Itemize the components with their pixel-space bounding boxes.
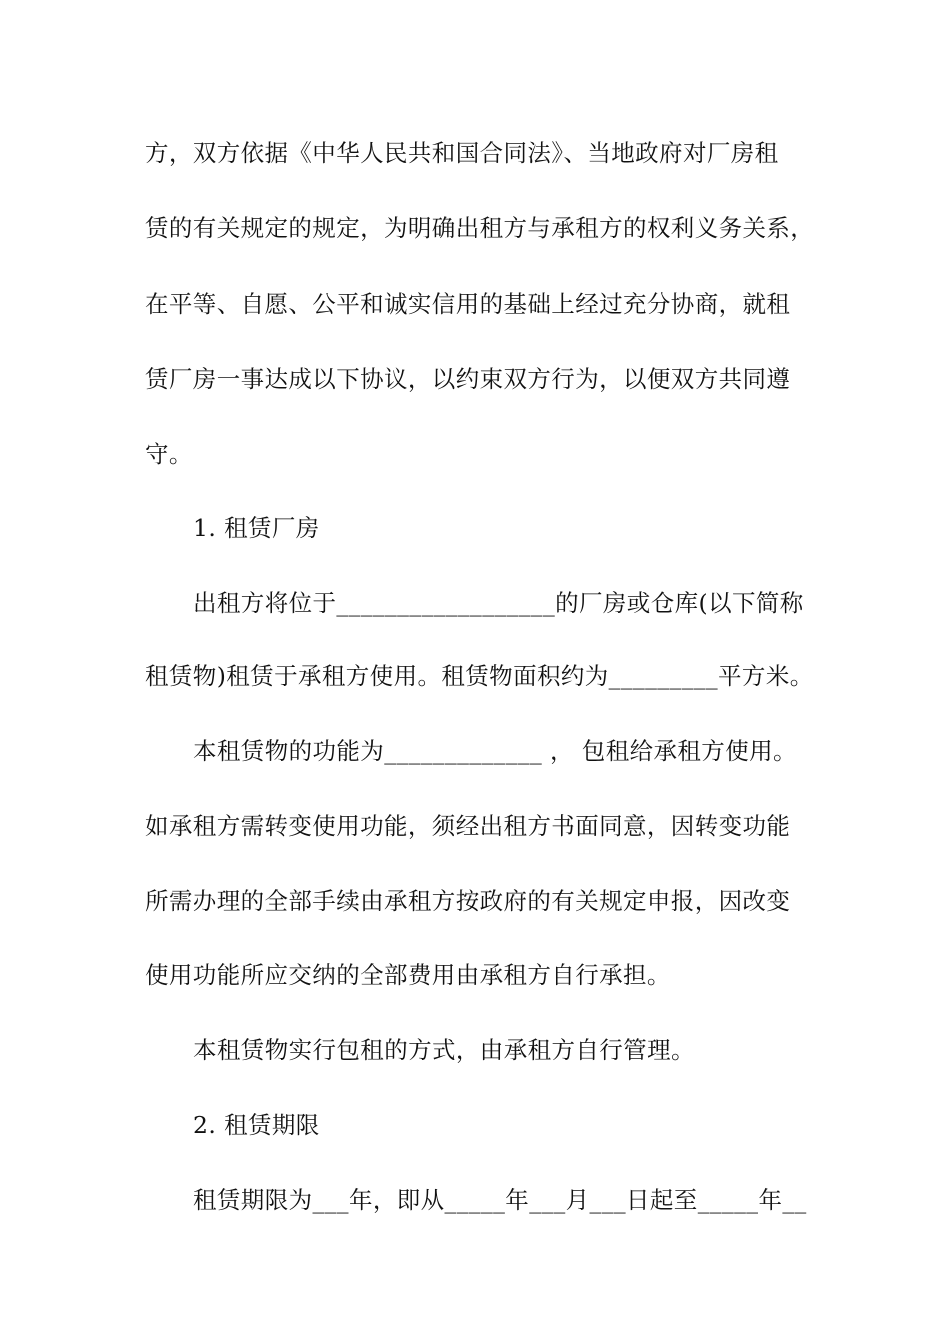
paragraph-line: 方，双方依据《中华人民共和国合同法》、当地政府对厂房租	[145, 139, 779, 167]
paragraph-line: 所需办理的全部手续由承租方按政府的有关规定申报，因改变	[145, 887, 791, 915]
section-heading-rental-factory: 1. 租赁厂房	[193, 514, 320, 542]
paragraph-line: 租赁物)租赁于承租方使用。租赁物面积约为_________平方米。	[145, 662, 814, 690]
paragraph-line: 使用功能所应交纳的全部费用由承租方自行承担。	[145, 961, 671, 989]
paragraph-line: 租赁期限为___年，即从_____年___月___日起至_____年__	[193, 1186, 807, 1214]
paragraph-line: 赁厂房一事达成以下协议，以约束双方行为，以便双方共同遵	[145, 365, 791, 393]
paragraph-line: 赁的有关规定的规定，为明确出租方与承租方的权利义务关系，	[145, 214, 815, 242]
paragraph-line: 本租赁物的功能为_____________ ， 包租给承租方使用。	[193, 737, 797, 765]
paragraph-line: 本租赁物实行包租的方式，由承租方自行管理。	[193, 1036, 695, 1064]
paragraph-line: 如承租方需转变使用功能，须经出租方书面同意，因转变功能	[145, 812, 791, 840]
paragraph-line: 出租方将位于__________________的厂房或仓库(以下简称	[193, 589, 804, 617]
section-heading-rental-term: 2. 租赁期限	[193, 1111, 320, 1139]
paragraph-line: 在平等、自愿、公平和诚实信用的基础上经过充分协商，就租	[145, 290, 791, 318]
paragraph-line: 守。	[145, 440, 193, 468]
